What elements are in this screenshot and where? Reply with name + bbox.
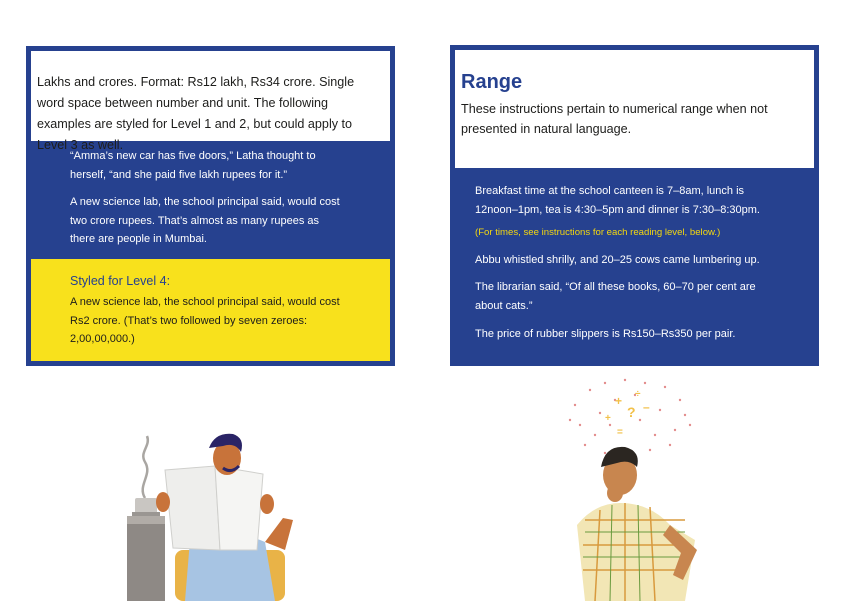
- price-example: The price of rubber slippers is Rs150–Rs350 per pair.: [475, 328, 736, 340]
- level4-example: A new science lab, the school principal said, would cost Rs2 crore. (That’s two followed by seven zeroes: 2,00,00,000.): [70, 296, 340, 345]
- level4-label: Styled for Level 4:: [70, 274, 171, 288]
- times-note: (For times, see instructions for each reading level, below.): [475, 227, 721, 238]
- lakhs-crores-intro-box: [31, 51, 390, 152]
- svg-text:÷: ÷: [635, 389, 641, 400]
- cows-example: Abbu whistled shrilly, and 20–25 cows came lumbering up.: [475, 254, 760, 266]
- lakhs-crores-card: [26, 46, 395, 366]
- svg-text:+: +: [605, 413, 611, 424]
- svg-text:?: ?: [627, 404, 636, 420]
- lakhs-crores-intro: Lakhs and crores. Format: Rs12 lakh, Rs34 crore. Single word space between number and unit. The following examples are styled for Level 1 and 2, but could apply to Level 3 as well.: [37, 75, 355, 152]
- thinking-boy-illustration: [555, 375, 715, 601]
- svg-text:+: +: [615, 394, 623, 408]
- range-intro: These instructions pertain to numerical range when not presented in natural language.: [461, 102, 768, 136]
- range-card: [450, 45, 819, 366]
- man-reading-newspaper-illustration: [115, 430, 315, 601]
- svg-text:–: –: [643, 400, 650, 414]
- level4-box: [31, 259, 390, 361]
- lakh-example: “Amma’s new car has five doors,” Latha thought to herself, “and she paid five lakh rupees for it.”: [70, 150, 316, 181]
- svg-text:=: =: [617, 427, 623, 438]
- range-intro-box: [455, 50, 814, 168]
- time-range-example: Breakfast time at the school canteen is 7–8am, lunch is 12noon–1pm, tea is 4:30–5pm and dinner is 7:30–8:30pm.: [475, 185, 760, 216]
- crore-example: A new science lab, the school principal said, would cost two crore rupees. That’s almost as many rupees as there are people in Mumbai.: [70, 196, 340, 245]
- percent-example: The librarian said, “Of all these books, 60–70 per cent are about cats.”: [475, 281, 756, 312]
- range-title: Range: [461, 71, 523, 93]
